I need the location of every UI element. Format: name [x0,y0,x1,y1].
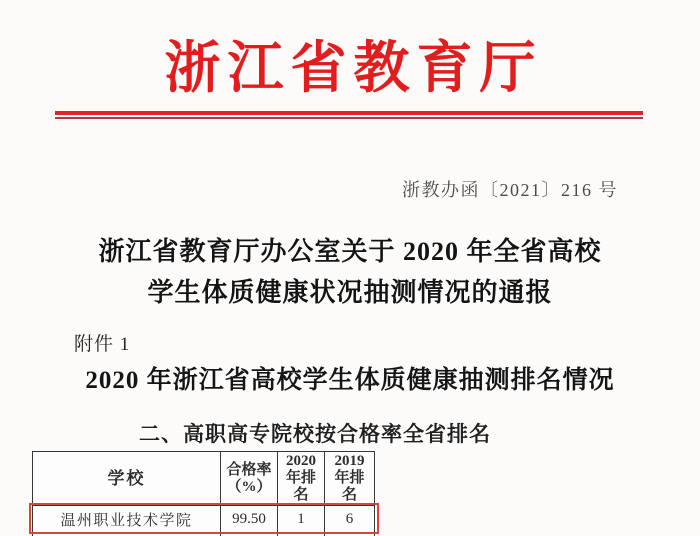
column-header-school: 学校 [33,452,221,506]
column-header-pass-rate: 合格率 （%） [221,452,278,506]
column-header-rank-2020: 2020 年排 名 [278,452,325,506]
section-heading: 二、高职高专院校按合格率全省排名 [139,423,491,446]
cell-school-name: 温州职业技术学院 [33,506,221,533]
document-title-line2: 学生体质健康状况抽测情况的通报 [147,278,553,307]
ranking-table [32,451,375,536]
letterhead-separator-rule [55,111,643,119]
table-row-wenzhou-polytechnic [33,506,375,533]
attachment-title: 2020 年浙江省高校学生体质健康抽测排名情况 [85,367,615,394]
document-title [0,231,700,313]
attachment-label: 附件 1 [74,334,131,355]
letterhead-agency-name: 浙江省教育厅 [164,38,543,100]
cell-rank-2020: 1 [278,506,325,533]
cell-pass-rate: 99.50 [221,506,278,533]
document-number: 浙教办函〔2021〕216 号 [402,180,618,200]
ranking-table-header [33,452,375,506]
separator-rule-thin-line [55,117,643,119]
table-row-clipped [33,533,375,536]
document-title-line1: 浙江省教育厅办公室关于 2020 年全省高校 [98,237,602,266]
cell-rank-2019: 6 [325,506,375,533]
column-header-rank-2019: 2019 年排 名 [325,452,375,506]
